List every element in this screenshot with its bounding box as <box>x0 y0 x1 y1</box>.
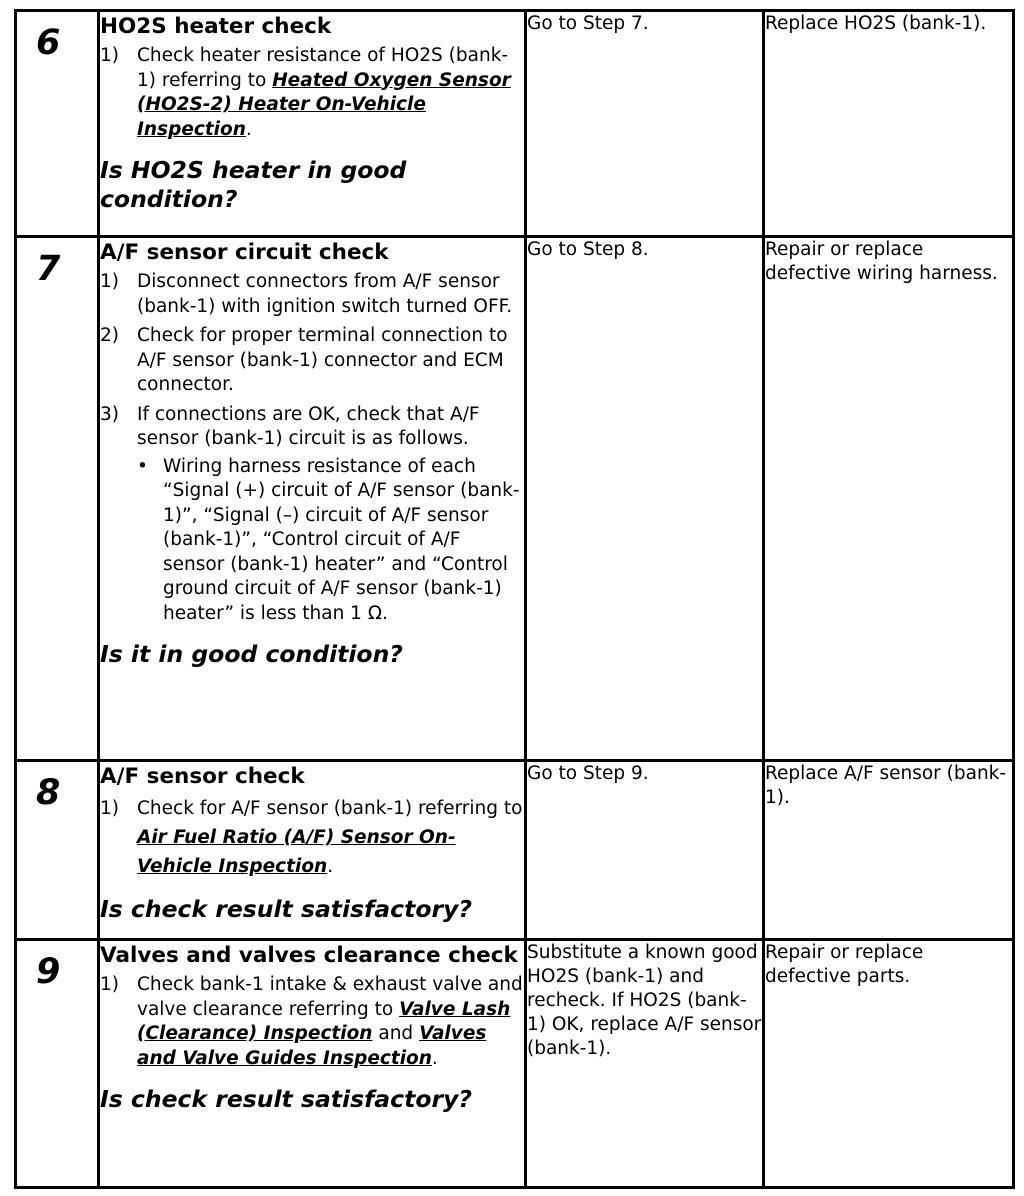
question-text: Is check result satisfactory? <box>100 895 473 923</box>
item-text <box>137 794 524 881</box>
item-number: 1) <box>100 974 119 995</box>
step-cell <box>16 761 99 940</box>
step-number: 7 <box>36 249 61 289</box>
step-number: 9 <box>36 952 61 992</box>
step-number: 8 <box>36 773 61 813</box>
list-item <box>100 973 524 1071</box>
step-title: Valves and valves clearance check <box>100 943 518 968</box>
item-text-body: Check heater resistance of HO2S (bank-1) referring to <box>137 45 509 91</box>
item-number: 1) <box>100 798 119 819</box>
action-cell <box>99 237 526 761</box>
list-item <box>100 324 524 398</box>
reference-link[interactable]: Heated Oxygen Sensor (HO2S-2) Heater On-Vehicle Inspection <box>137 69 511 140</box>
table-row-step-8 <box>16 761 1014 940</box>
bullet-mark: • <box>137 455 148 477</box>
step-cell <box>16 237 99 761</box>
step-number: 6 <box>36 23 61 63</box>
action-cell <box>99 11 526 237</box>
step-title: A/F sensor circuit check <box>100 240 389 265</box>
action-cell <box>99 761 526 940</box>
item-number: 1) <box>100 271 119 292</box>
list-item <box>100 794 524 881</box>
list-item <box>100 403 524 452</box>
list-item <box>100 270 524 319</box>
item-number: 1) <box>100 45 119 66</box>
diagnostic-table <box>14 9 1015 1189</box>
no-cell: Replace HO2S (bank-1). <box>764 11 1014 237</box>
item-text: Disconnect connectors from A/F sensor (bank-1) with ignition switch turned OFF. <box>137 271 513 317</box>
step-title: A/F sensor check <box>100 764 305 789</box>
item-text-body: Check bank-1 intake & exhaust valve and valve clearance referring to <box>137 974 523 1020</box>
yes-cell: Substitute a known good HO2S (bank-1) and recheck. If HO2S (bank-1) OK, replace A/F sensor (bank-1). <box>526 940 764 1188</box>
yes-cell: Go to Step 8. <box>526 237 764 761</box>
item-text-body: Check for A/F sensor (bank-1) referring to <box>137 798 523 819</box>
item-suffix: . <box>245 118 252 140</box>
no-cell: Repair or replace defective parts. <box>764 940 1014 1188</box>
reference-link[interactable]: Valve Lash (Clearance) Inspection <box>137 998 511 1044</box>
item-text: If connections are OK, check that A/F sensor (bank-1) circuit is as follows. <box>137 403 480 449</box>
table-row-step-7 <box>16 237 1014 761</box>
question-text: Is check result satisfactory? <box>100 1085 473 1113</box>
question-text: Is it in good condition? <box>100 640 403 668</box>
yes-cell: Go to Step 7. <box>526 11 764 237</box>
bullet-item <box>137 455 524 627</box>
yes-cell: Go to Step 9. <box>526 761 764 940</box>
item-middle: and <box>372 1023 420 1044</box>
question-text: Is HO2S heater in good condition? <box>100 156 407 213</box>
reference-link[interactable]: Air Fuel Ratio (A/F) Sensor On-Vehicle Inspection <box>137 827 456 877</box>
table-row-step-6 <box>16 11 1014 237</box>
no-cell: Repair or replace defective wiring harness. <box>764 237 1014 761</box>
step-cell <box>16 940 99 1188</box>
item-number: 3) <box>100 403 119 425</box>
item-suffix: . <box>431 1047 438 1069</box>
list-item <box>100 44 524 142</box>
step-title: HO2S heater check <box>100 14 332 39</box>
no-cell: Replace A/F sensor (bank-1). <box>764 761 1014 940</box>
action-cell <box>99 940 526 1188</box>
bullet-text: Wiring harness resistance of each “Signal (+) circuit of A/F sensor (bank-1)”, “Signal (–) circuit of A/F sensor (bank-1)”, “Control circuit of A/F sensor (bank-1) heater” and “Control ground circuit of A/F sensor (bank-1) heater” is less than 1 Ω. <box>163 455 520 624</box>
item-text <box>137 973 524 1071</box>
item-text <box>137 44 524 142</box>
item-suffix: . <box>327 856 334 877</box>
item-number: 2) <box>100 325 119 346</box>
item-text: Check for proper terminal connection to A/F sensor (bank-1) connector and ECM connector. <box>137 325 508 395</box>
table-row-step-9 <box>16 940 1014 1188</box>
step-cell <box>16 11 99 237</box>
reference-link[interactable]: Valves and Valve Guides Inspection <box>137 1023 487 1069</box>
